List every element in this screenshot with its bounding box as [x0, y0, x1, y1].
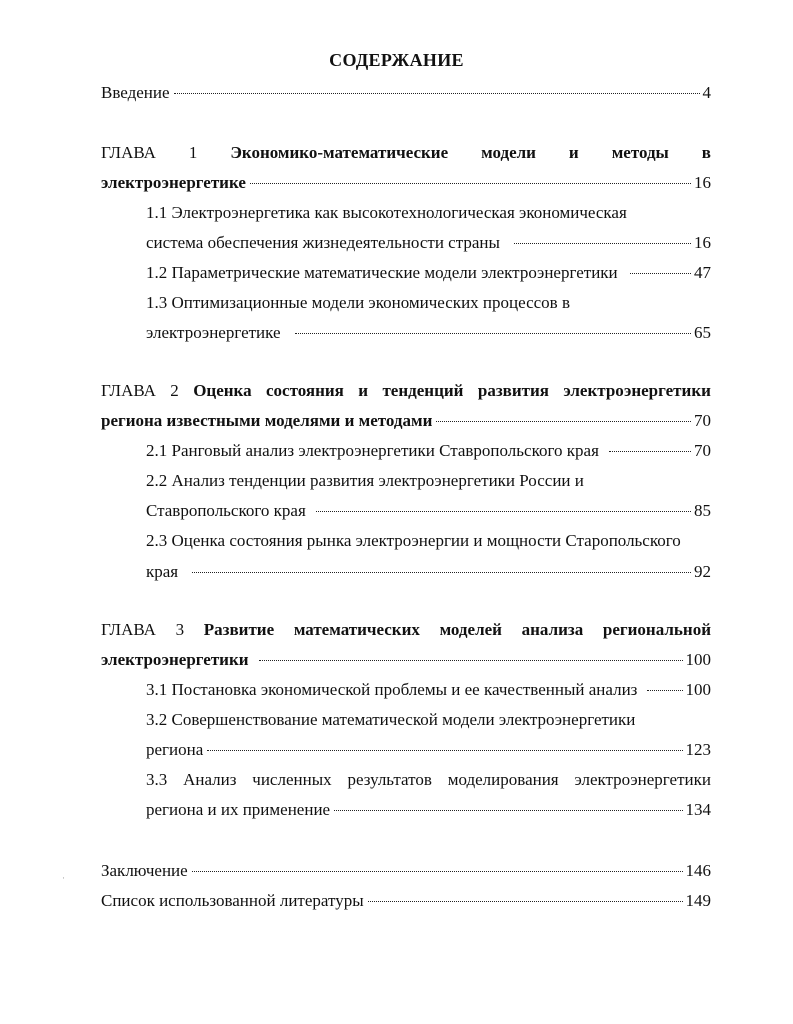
- dot-leader: [514, 243, 691, 244]
- entry-label: Заключение: [101, 861, 188, 880]
- section-1-3-line1: 1.3 Оптимизационные модели экономических процессов в: [146, 293, 570, 312]
- dot-leader: [192, 572, 691, 573]
- section-label: 3.1 Постановка экономической проблемы и ее качественный анализ: [146, 680, 638, 699]
- section-label: 1.2 Параметрические математические модели электроэнергетики: [146, 263, 618, 282]
- dot-leader: [250, 183, 691, 184]
- chapter-2-heading: [101, 380, 711, 402]
- chapter-title-word: и: [358, 381, 369, 400]
- dot-leader: [368, 901, 683, 902]
- toc-entry-intro: [101, 82, 711, 104]
- section-3-3-line1: [146, 769, 711, 791]
- dot-leader: [609, 451, 691, 452]
- section-2-1: [146, 440, 711, 462]
- page-number: 149: [685, 891, 711, 910]
- page-number: 146: [685, 861, 711, 880]
- chapter-number: 1: [188, 143, 198, 162]
- section-label: края: [146, 562, 179, 581]
- chapter-title-word: анализа: [521, 620, 584, 639]
- chapter-title-end: электроэнергетики: [101, 650, 249, 669]
- section-3-2: [146, 739, 711, 761]
- section-word: результатов: [347, 770, 432, 789]
- section-word: электроэнергетики: [574, 770, 711, 789]
- section-label: региона: [146, 740, 204, 759]
- page-number: 92: [694, 562, 711, 581]
- section-label: электроэнергетике: [146, 323, 281, 342]
- section-1-2: [146, 262, 711, 284]
- section-label: Ставропольского края: [146, 501, 306, 520]
- chapter-title-end: электроэнергетике: [101, 173, 246, 192]
- section-word: численных: [252, 770, 332, 789]
- dot-leader: [295, 333, 691, 334]
- dot-leader: [647, 690, 682, 691]
- chapter-title-word: региональной: [602, 620, 711, 639]
- section-1-1: [146, 232, 711, 254]
- chapter-title-word: Развитие: [203, 620, 275, 639]
- dot-leader: [174, 93, 700, 94]
- page-number: 47: [694, 263, 711, 282]
- section-2-3: [146, 561, 711, 583]
- dot-leader: [630, 273, 691, 274]
- chapter-3-heading-end: [101, 649, 711, 671]
- section-label: система обеспечения жизнедеятельности страны: [146, 233, 500, 252]
- dot-leader: [436, 421, 691, 422]
- section-2-2-line1: 2.2 Анализ тенденции развития электроэнергетики России и: [146, 471, 584, 490]
- entry-label: Введение: [101, 83, 170, 102]
- page-number: 70: [694, 441, 711, 460]
- dot-leader: [192, 871, 683, 872]
- section-3-3: [146, 799, 711, 821]
- page-number: 65: [694, 323, 711, 342]
- chapter-title-word: методы: [611, 143, 669, 162]
- section-word: 3.3: [146, 770, 168, 789]
- page-number: 85: [694, 501, 711, 520]
- chapter-number: 2: [170, 381, 179, 400]
- chapter-1-heading-end: [101, 172, 711, 194]
- chapter-label: ГЛАВА: [101, 381, 156, 400]
- page-number: 16: [694, 233, 711, 252]
- section-2-2: [146, 500, 711, 522]
- dot-leader: [316, 511, 691, 512]
- dot-leader: [207, 750, 682, 751]
- toc-entry-references: [101, 890, 711, 912]
- page-number: 70: [694, 411, 711, 430]
- chapter-title-word: и: [568, 143, 579, 162]
- chapter-1-heading: [101, 142, 711, 164]
- chapter-title-word: в: [701, 143, 711, 162]
- entry-label: Список использованной литературы: [101, 891, 364, 910]
- page-title: СОДЕРЖАНИЕ: [329, 50, 464, 70]
- page-number: 16: [694, 173, 711, 192]
- section-2-3-line1: 2.3 Оценка состояния рынка электроэнергии и мощности Старопольского: [146, 531, 681, 550]
- section-word: Анализ: [183, 770, 237, 789]
- section-label: региона и их применение: [146, 800, 331, 819]
- page-number: 4: [702, 83, 711, 102]
- chapter-2-heading-end: [101, 410, 711, 432]
- section-word: моделирования: [447, 770, 559, 789]
- chapter-title-word: модели: [481, 143, 536, 162]
- page-number: 123: [685, 740, 711, 759]
- section-1-3: [146, 322, 711, 344]
- dot-leader: [334, 810, 682, 811]
- page-number: 100: [685, 680, 711, 699]
- section-1-1-line1: 1.1 Электроэнергетика как высокотехнологическая экономическая: [146, 203, 627, 222]
- section-label: 2.1 Ранговый анализ электроэнергетики Ставропольского края: [146, 441, 599, 460]
- chapter-title-word: Экономико-математические: [230, 143, 449, 162]
- chapter-title-end: региона известными моделями и методами: [101, 411, 433, 430]
- dot-leader: [259, 660, 683, 661]
- chapter-title-word: тенденций: [382, 381, 464, 400]
- scan-speck: ·: [62, 873, 65, 883]
- chapter-title-word: математических: [293, 620, 420, 639]
- chapter-number: 3: [175, 620, 185, 639]
- page-number: 134: [685, 800, 711, 819]
- toc-entry-conclusion: [101, 860, 711, 882]
- chapter-3-heading: [101, 619, 711, 641]
- chapter-label: ГЛАВА: [101, 620, 156, 639]
- chapter-title-word: развития: [477, 381, 549, 400]
- section-3-2-line1: 3.2 Совершенствование математической модели электроэнергетики: [146, 710, 636, 729]
- chapter-label: ГЛАВА: [101, 143, 156, 162]
- page-number: 100: [685, 650, 711, 669]
- chapter-title-word: состояния: [265, 381, 344, 400]
- chapter-title-word: электроэнергетики: [563, 381, 711, 400]
- section-3-1: [146, 679, 711, 701]
- chapter-title-word: Оценка: [193, 381, 252, 400]
- chapter-title-word: моделей: [439, 620, 502, 639]
